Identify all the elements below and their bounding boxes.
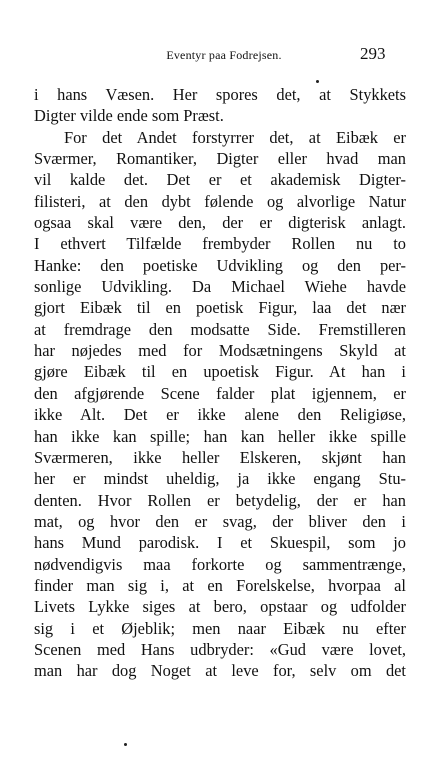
text-line: han ikke kan spille; han kan heller ikke spille: [34, 426, 406, 446]
text-line: Livets Lykke siges at bero, opstaar og udfolder: [34, 597, 406, 617]
text-line: har nøjedes med for Modsætningens Skyld at: [34, 341, 406, 361]
ink-speck: [124, 743, 127, 746]
text-line: vil kalde det. Det er et akademisk Digter-: [34, 170, 406, 190]
text-line: For det Andet forstyrrer det, at Eibæk er: [64, 127, 406, 147]
text-line: nødvendigvis maa forkorte og sammentrænge,: [34, 554, 406, 574]
text-line: den afgjørende Scene falder plat igjennem, er: [34, 383, 406, 403]
body-text: [34, 84, 406, 682]
running-head-title: Eventyr paa Fodrejsen.: [166, 48, 282, 62]
text-line: Hanke: den poetiske Udvikling og den per-: [34, 255, 406, 275]
text-line: hans Mund parodisk. I et Skuespil, som jo: [34, 533, 406, 553]
text-line: gjort Eibæk til en poetisk Figur, laa det nær: [34, 298, 406, 318]
text-line: gjøre Eibæk til en upoetisk Figur. At han i: [34, 362, 406, 382]
text-line: denten. Hvor Rollen er betydelig, der er han: [34, 490, 406, 510]
page-number: 293: [360, 44, 386, 63]
ink-speck: [316, 80, 319, 83]
text-line: Digter vilde ende som Præst.: [34, 106, 224, 126]
text-line: her er mindst uheldig, ja ikke engang Stu-: [34, 469, 406, 489]
text-line: filisteri, at den dybt følende og alvorlige Natur: [34, 191, 406, 211]
text-line: ogsaa skal være den, der er digterisk anlagt.: [34, 213, 406, 233]
text-line: finder man sig i, at en Forelskelse, hvorpaa al: [34, 575, 406, 595]
text-line: sonlige Udvikling. Da Michael Wiehe havde: [34, 277, 406, 297]
text-line: Sværmer, Romantiker, Digter eller hvad man: [34, 149, 406, 169]
text-line: Scenen med Hans udbryder: «Gud være lovet,: [34, 639, 406, 659]
text-line: sig i et Øjeblik; men naar Eibæk nu efter: [34, 618, 406, 638]
text-line: I ethvert Tilfælde frembyder Rollen nu to: [34, 234, 406, 254]
text-line: ikke Alt. Det er ikke alene den Religiøse,: [34, 405, 406, 425]
text-line: man har dog Noget at leve for, selv om det: [34, 661, 406, 681]
text-line: mat, og hvor den er svag, der bliver den i: [34, 511, 406, 531]
text-line: Sværmeren, ikke heller Elskeren, skjønt han: [34, 447, 406, 467]
text-line: at fremdrage den modsatte Side. Fremstilleren: [34, 319, 406, 339]
text-line: i hans Væsen. Her spores det, at Stykkets: [34, 85, 406, 104]
